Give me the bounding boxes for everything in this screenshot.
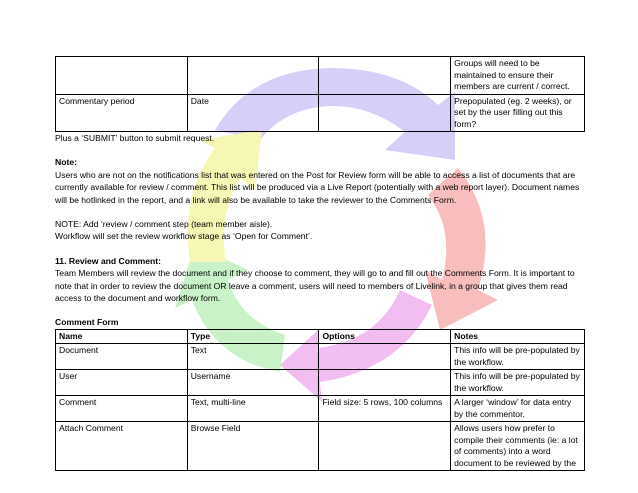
table-cell: Attach Comment (56, 422, 188, 471)
table-cell (319, 370, 451, 396)
table-cell: This info will be pre-populated by the workflow. (451, 370, 585, 396)
table-cell (56, 57, 188, 95)
table-cell: A larger ‘window’ for data entry by the commentor. (451, 396, 585, 422)
table-cell: Text (187, 344, 319, 370)
table-cell: Comment (56, 396, 188, 422)
table-cell: Prepopulated (eg. 2 weeks), or set by the user filling out this form? (451, 94, 585, 132)
table-cell (319, 422, 451, 471)
section-heading: 11. Review and Comment: (55, 255, 162, 266)
note-heading: Note: (55, 157, 77, 168)
table-cell (187, 57, 319, 95)
table-row (56, 396, 585, 422)
form-heading: Comment Form (55, 317, 119, 328)
column-header: Type (187, 329, 319, 344)
table-header-row (56, 329, 585, 344)
table-cell: Text, multi-line (187, 396, 319, 422)
table-row (56, 370, 585, 396)
table-cell (319, 57, 451, 95)
column-header: Notes (451, 329, 585, 344)
table-cell: Groups will need to be maintained to ensure their members are current / correct. (451, 57, 585, 95)
comment-form-table (55, 329, 585, 472)
table-cell: Commentary period (56, 94, 188, 132)
table-cell: Date (187, 94, 319, 132)
top-table (55, 56, 585, 132)
table-cell: Browse Field (187, 422, 319, 471)
table-row (56, 94, 585, 132)
table-row (56, 344, 585, 370)
document-page (55, 0, 585, 471)
column-header: Name (56, 329, 188, 344)
column-header: Options (319, 329, 451, 344)
workflow-line: Workflow will set the review workflow stage as ‘Open for Comment’. (55, 231, 313, 242)
note-body: Users who are not on the notifications list that was entered on the Post for Review form will be able to access a list of documents that are currently available for review / comment. This list will be produced via a Live Report (potentially with a web report layer). Document names will be hotlinked in the report, and a link will also be available to take the reviewer to the Comments Form. (55, 169, 580, 205)
table-cell: User (56, 370, 188, 396)
table-cell: Document (56, 344, 188, 370)
table-cell: Username (187, 370, 319, 396)
table-cell (319, 94, 451, 132)
note-add: NOTE: Add ‘review / comment step (team member aisle). (55, 219, 273, 230)
section-body: Team Members will review the document and if they choose to comment, they will go to and fill out the Comments Form. It is important to note that in order to review the document OR leave a comment, users will need to members of Livelink, in a group that gives them read access to the document and workflow form. (55, 268, 575, 304)
table-cell: Field size: 5 rows, 100 columns (319, 396, 451, 422)
table-cell: This info will be pre-populated by the workflow. (451, 344, 585, 370)
submit-line: Plus a ‘SUBMIT’ button to submit request. (55, 133, 215, 143)
table-row (56, 57, 585, 95)
table-cell: Allows users how prefer to compile their comments (ie: a lot of comments) into a word document to be reviewed by the (451, 422, 585, 471)
table-cell (319, 344, 451, 370)
table-row (56, 422, 585, 471)
